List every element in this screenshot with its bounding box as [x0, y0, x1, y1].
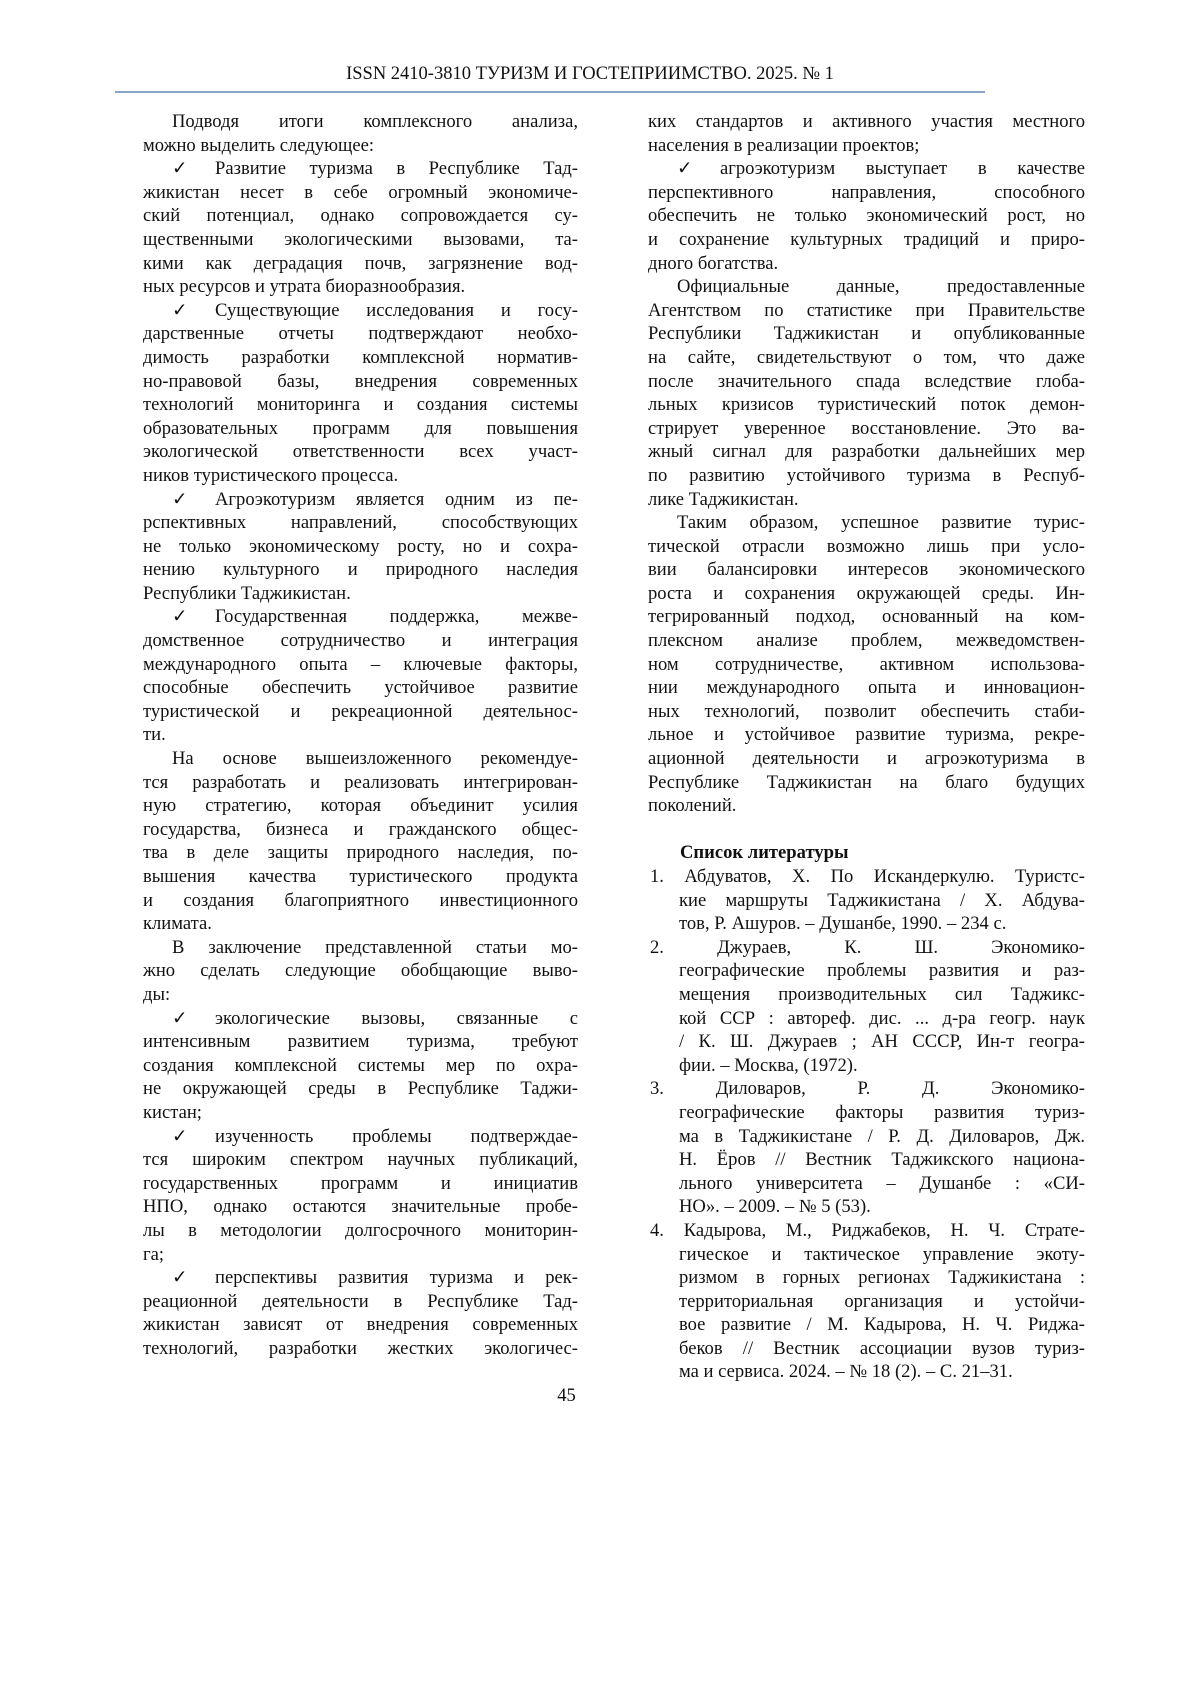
text-line: ризмом в горных регионах Таджикистана : — [648, 1266, 1085, 1290]
text-line: обеспечить не только экономический рост, но — [648, 204, 1085, 228]
check-icon: ✓ — [172, 605, 215, 629]
text-line: ников туристического процесса. — [143, 464, 578, 488]
paragraph — [648, 275, 1085, 511]
text-line: не только экономическому росту, но и сохра- — [143, 535, 578, 559]
check-icon: ✓ — [172, 1007, 215, 1031]
text-line: В заключение представленной статьи мо- — [143, 936, 578, 960]
bullet-text: Государственная поддержка, межве- — [215, 605, 578, 629]
text-line: ную стратегию, которая объединит усилия — [143, 794, 578, 818]
text-line: ационной деятельности и агроэкотуризма в — [648, 747, 1085, 771]
text-line: Агентством по статистике при Правительстве — [648, 299, 1085, 323]
text-line: технологий, разработки жестких экологичес- — [143, 1337, 578, 1361]
text-line: тов, Р. Ашуров. – Душанбе, 1990. – 234 с. — [648, 912, 1085, 936]
bullet-item — [143, 1266, 578, 1360]
bullet-item — [143, 605, 578, 747]
text-line: Подводя итоги комплексного анализа, — [143, 110, 578, 134]
paragraph — [648, 511, 1085, 818]
text-line: льных кризисов туристический поток демон- — [648, 393, 1085, 417]
check-icon: ✓ — [677, 157, 720, 181]
text-line: 4. Кадырова, М., Риджабеков, Н. Ч. Страте- — [648, 1219, 1085, 1243]
text-line: Республики Таджикистан. — [143, 582, 578, 606]
text-line: образовательных программ для повышения — [143, 417, 578, 441]
bullet-item — [143, 1007, 578, 1125]
text-line: нению культурного и природного наследия — [143, 558, 578, 582]
text-line: тегрированный подход, основанный на ком- — [648, 605, 1085, 629]
text-line: тся широким спектром научных публикаций, — [143, 1148, 578, 1172]
text-line: и сохранение культурных традиций и приро- — [648, 228, 1085, 252]
text-line: стрирует уверенное восстановление. Это ва- — [648, 417, 1085, 441]
text-line: вии балансировки интересов экономического — [648, 558, 1085, 582]
text-line: не окружающей среды в Республике Таджи- — [143, 1077, 578, 1101]
text-line: роста и сохранения окружающей среды. Ин- — [648, 582, 1085, 606]
text-line: рспективных направлений, способствующих — [143, 511, 578, 535]
text-line: международного опыта – ключевые факторы, — [143, 653, 578, 677]
text-line: дного богатства. — [648, 252, 1085, 276]
left-column — [143, 110, 578, 1360]
text-line: щественными экологическими вызовами, та- — [143, 228, 578, 252]
text-line: димость разработки комплексной норматив- — [143, 346, 578, 370]
text-line: государства, бизнеса и гражданского общес- — [143, 818, 578, 842]
text-line: Список литературы — [648, 841, 1085, 865]
text-line: / К. Ш. Джураев ; АН СССР, Ин-т геогра- — [648, 1030, 1085, 1054]
text-line: ких стандартов и активного участия местного — [648, 110, 1085, 134]
reference-item — [648, 865, 1085, 936]
text-line: лике Таджикистан. — [648, 488, 1085, 512]
text-line: льного университета – Душанбе : «СИ- — [648, 1172, 1085, 1196]
text-line — [143, 1266, 578, 1290]
paragraph — [143, 110, 578, 157]
text-line: Республике Таджикистан на благо будущих — [648, 771, 1085, 795]
text-line: территориальная организация и устойчи- — [648, 1290, 1085, 1314]
text-line: льное и устойчивое развитие туризма, рекре- — [648, 723, 1085, 747]
check-icon: ✓ — [172, 1266, 215, 1290]
bullet-text: изученность проблемы подтверждае- — [215, 1125, 578, 1149]
text-line: Таким образом, успешное развитие турис- — [648, 511, 1085, 535]
reference-item — [648, 1219, 1085, 1384]
text-line: географические проблемы развития и раз- — [648, 959, 1085, 983]
reference-item — [648, 1077, 1085, 1219]
text-line: вое развитие / М. Кадырова, Н. Ч. Риджа- — [648, 1313, 1085, 1337]
references-heading — [648, 841, 1085, 865]
text-line: Республики Таджикистан и опубликованные — [648, 322, 1085, 346]
text-line: жный сигнал для разработки дальнейших мер — [648, 440, 1085, 464]
bullet-item — [143, 299, 578, 488]
text-line: поколений. — [648, 794, 1085, 818]
text-line: после значительного спада вследствие глоба- — [648, 370, 1085, 394]
text-line — [143, 1007, 578, 1031]
text-line — [143, 1125, 578, 1149]
text-line: перспективного направления, способного — [648, 181, 1085, 205]
text-line: Н. Ёров // Вестник Таджикского национа- — [648, 1148, 1085, 1172]
bullet-text: Существующие исследования и госу- — [215, 299, 578, 323]
text-line — [648, 818, 1085, 842]
text-line: кими как деградация почв, загрязнение вод- — [143, 252, 578, 276]
check-icon: ✓ — [172, 488, 215, 512]
text-line: кие маршруты Таджикистана / Х. Абдува- — [648, 889, 1085, 913]
paragraph — [143, 936, 578, 1007]
text-line: лы в методологии долгосрочного мониторин- — [143, 1219, 578, 1243]
text-line: по развитию устойчивого туризма в Респуб- — [648, 464, 1085, 488]
text-line: ский потенциал, однако сопровождается су- — [143, 204, 578, 228]
text-line: 1. Абдуватов, Х. По Искандеркулю. Туристс- — [648, 865, 1085, 889]
text-line — [143, 605, 578, 629]
text-line: на сайте, свидетельствуют о том, что даже — [648, 346, 1085, 370]
text-line: жикистан несет в себе огромный экономиче- — [143, 181, 578, 205]
text-line: га; — [143, 1243, 578, 1267]
text-line: туристической и рекреационной деятельнос- — [143, 700, 578, 724]
text-line: и создания благоприятного инвестиционного — [143, 889, 578, 913]
bullet-text: перспективы развития туризма и рек- — [215, 1266, 578, 1290]
text-line — [143, 488, 578, 512]
text-line: кой ССР : автореф. дис. ... д-ра геогр. наук — [648, 1007, 1085, 1031]
text-line: мещения производительных сил Таджикс- — [648, 983, 1085, 1007]
text-line: климата. — [143, 912, 578, 936]
text-line: беков // Вестник ассоциации вузов туриз- — [648, 1337, 1085, 1361]
text-line: ных ресурсов и утрата биоразнообразия. — [143, 275, 578, 299]
text-line: фии. – Москва, (1972). — [648, 1054, 1085, 1078]
text-line: нии международного опыта и инновацион- — [648, 676, 1085, 700]
bullet-text: Агроэкотуризм является одним из пе- — [215, 488, 578, 512]
text-line: плексном анализе проблем, межведомствен- — [648, 629, 1085, 653]
text-line: 2. Джураев, К. Ш. Экономико- — [648, 936, 1085, 960]
bullet-text: Развитие туризма в Республике Тад- — [215, 157, 578, 181]
text-line: Официальные данные, предоставленные — [648, 275, 1085, 299]
text-line: НО». – 2009. – № 5 (53). — [648, 1195, 1085, 1219]
text-line: тической отрасли возможно лишь при усло- — [648, 535, 1085, 559]
text-line: На основе вышеизложенного рекомендуе- — [143, 747, 578, 771]
text-line: ти. — [143, 723, 578, 747]
right-column — [648, 110, 1085, 1384]
text-line: технологий мониторинга и создания системы — [143, 393, 578, 417]
paragraph — [143, 747, 578, 936]
bullet-item — [143, 1125, 578, 1267]
text-line — [143, 157, 578, 181]
text-line: кистан; — [143, 1101, 578, 1125]
text-line: дарственные отчеты подтверждают необхо- — [143, 322, 578, 346]
text-line: экологической ответственности всех участ- — [143, 440, 578, 464]
text-line: интенсивным развитием туризма, требуют — [143, 1030, 578, 1054]
check-icon: ✓ — [172, 1125, 215, 1149]
bullet-item — [143, 157, 578, 299]
bullet-text: экологические вызовы, связанные с — [215, 1007, 578, 1031]
reference-item — [648, 936, 1085, 1078]
header-divider — [115, 91, 985, 93]
paragraph — [648, 110, 1085, 157]
text-line: вышения качества туристического продукта — [143, 865, 578, 889]
bullet-text: агроэкотуризм выступает в качестве — [720, 157, 1085, 181]
text-line: населения в реализации проектов; — [648, 134, 1085, 158]
text-line: но-правовой базы, внедрения современных — [143, 370, 578, 394]
text-line: тва в деле защиты природного наследия, по- — [143, 841, 578, 865]
text-line: ма в Таджикистане / Р. Д. Диловаров, Дж. — [648, 1125, 1085, 1149]
text-line: жикистан зависят от внедрения современных — [143, 1313, 578, 1337]
text-line: ном сотрудничестве, активном использова- — [648, 653, 1085, 677]
text-line: географические факторы развития туриз- — [648, 1101, 1085, 1125]
check-icon: ✓ — [172, 299, 215, 323]
text-line: НПО, однако остаются значительные пробе- — [143, 1195, 578, 1219]
paragraph — [648, 818, 1085, 842]
text-line: ма и сервиса. 2024. – № 18 (2). – С. 21–31. — [648, 1360, 1085, 1384]
text-line: государственных программ и инициатив — [143, 1172, 578, 1196]
text-line: ды: — [143, 983, 578, 1007]
text-line — [143, 299, 578, 323]
text-line: гическое и тактическое управление экоту- — [648, 1243, 1085, 1267]
bullet-item — [143, 488, 578, 606]
text-line — [648, 157, 1085, 181]
text-line: домственное сотрудничество и интеграция — [143, 629, 578, 653]
text-line: создания комплексной системы мер по охра- — [143, 1054, 578, 1078]
text-line: реационной деятельности в Республике Тад- — [143, 1290, 578, 1314]
page-number: 45 — [0, 1386, 1133, 1407]
bullet-item — [648, 157, 1085, 275]
check-icon: ✓ — [172, 157, 215, 181]
text-line: ных технологий, позволит обеспечить стаби- — [648, 700, 1085, 724]
text-line: 3. Диловаров, Р. Д. Экономико- — [648, 1077, 1085, 1101]
text-line: можно выделить следующее: — [143, 134, 578, 158]
text-line: жно сделать следующие обобщающие выво- — [143, 959, 578, 983]
text-line: способные обеспечить устойчивое развитие — [143, 676, 578, 700]
text-line: тся разработать и реализовать интегрирован- — [143, 771, 578, 795]
running-header: ISSN 2410-3810 ТУРИЗМ И ГОСТЕПРИИМСТВО. 2025. № 1 — [0, 64, 1180, 85]
